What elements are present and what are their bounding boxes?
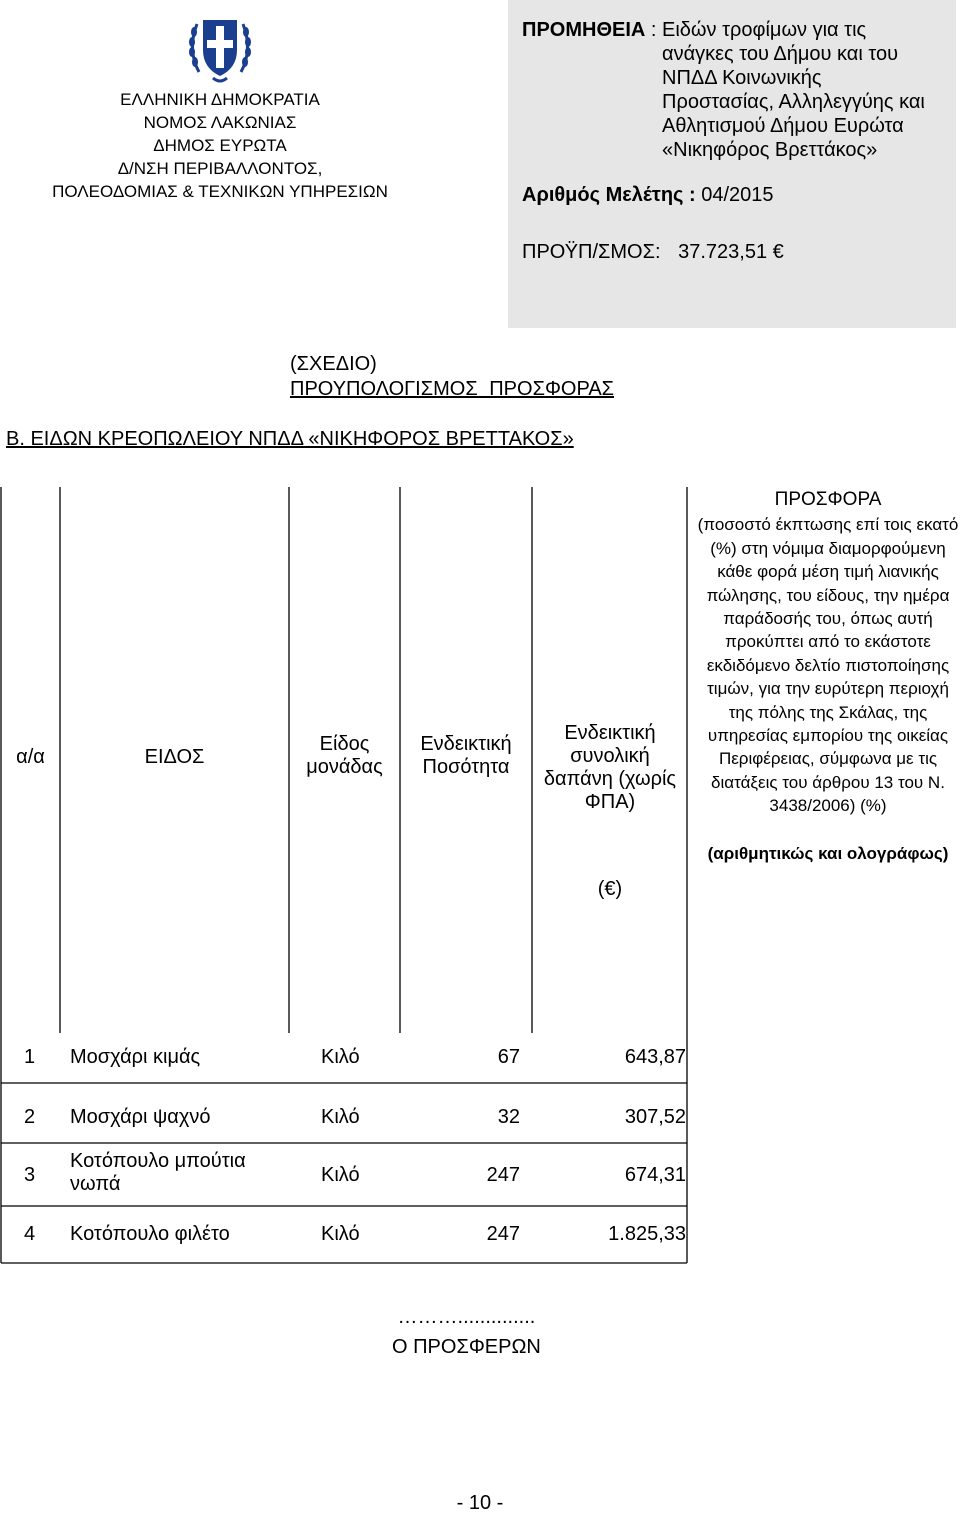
header-quantity: Ενδεικτική Ποσότητα	[420, 733, 512, 778]
row-3-quantity: 247	[486, 1164, 520, 1186]
header-cost-unit: (€)	[597, 878, 623, 900]
study-number-value: 04/2015	[701, 184, 774, 206]
offer-description: (ποσοστό έκπτωσης επί τοις εκατό (%) στη νόμιμα διαμορφούμενη κάθε φορά μέση τιμή λιανικής πώλησης, του είδους, την ημέρα παράδοσής του, όπως αυτή προκύπτει από το εκάστοτε εκδιδόμενο δελτίο πιστοποίησης τιμών, για την ευρύτερη περιοχή της πόλης της Σκάλας, της υπηρεσίας εμπορίου της οικείας Περιφέρειας, σύμφωνα με τις διατάξεις του άρθρου 13 του Ν. 3438/2006) (%)	[697, 515, 959, 816]
row-1-unit: Κιλό	[321, 1046, 360, 1068]
greek-coat-of-arms-icon	[185, 10, 255, 86]
budget-value: 37.723,51 €	[678, 241, 784, 263]
row-4-item: Κοτόπουλο φιλέτο	[70, 1223, 230, 1245]
row-1-cost: 643,87	[624, 1046, 686, 1068]
row-4-unit: Κιλό	[321, 1223, 360, 1245]
header-line-directorate: Δ/ΝΣΗ ΠΕΡΙΒΑΛΛΟΝΤΟΣ,	[117, 159, 323, 178]
row-2-item: Μοσχάρι ψαχνό	[70, 1106, 211, 1128]
row-4-cost: 1.825,33	[608, 1223, 686, 1245]
header-line-services: ΠΟΛΕΟΔΟΜΙΑΣ & ΤΕΧΝΙΚΩΝ ΥΠΗΡΕΣΙΩΝ	[52, 182, 388, 201]
row-3-unit: Κιλό	[321, 1164, 360, 1186]
plan-draft-label: (ΣΧΕΔΙΟ)	[290, 353, 377, 375]
procurement-description: Ειδών τροφίμων για τις ανάγκες του Δήμου και του ΝΠΔΔ Κοινωνικής Προστασίας, Αλληλεγγύης και Αθλητισμού Δήμου Ευρώτα «Νικηφόρος Βρεττάκος»	[662, 19, 925, 161]
section-title: Β. ΕΙΔΩΝ ΚΡΕΟΠΩΛΕΙΟΥ ΝΠΔΔ «ΝΙΚΗΦΟΡΟΣ ΒΡΕΤΤΑΚΟΣ»	[6, 428, 574, 450]
offer-title: ΠΡΟΣΦΟΡΑ	[774, 489, 882, 510]
offer-note: (αριθμητικώς και ολογράφως)	[707, 843, 949, 863]
plan-budget-title: ΠΡΟΥΠΟΛΟΓΙΣΜΟΣ ΠΡΟΣΦΟΡΑΣ	[290, 378, 615, 400]
study-number-row	[522, 184, 944, 207]
row-1-item: Μοσχάρι κιμάς	[70, 1046, 201, 1068]
signature-dots: ………..............	[397, 1306, 536, 1328]
row-2-unit: Κιλό	[321, 1106, 360, 1128]
row-1-quantity: 67	[497, 1046, 520, 1068]
header-line-republic: ΕΛΛΗΝΙΚΗ ΔΗΜΟΚΡΑΤΙΑ	[120, 90, 320, 109]
plan-title	[290, 352, 614, 402]
header-offer	[696, 488, 960, 866]
signature-label: Ο ΠΡΟΣΦΕΡΩΝ	[392, 1336, 541, 1358]
row-4-quantity: 247	[486, 1223, 520, 1245]
issuer-header	[40, 10, 400, 203]
row-1-aa: 1	[24, 1046, 36, 1068]
header-item: ΕΙΔΟΣ	[144, 746, 205, 768]
procurement-row	[522, 18, 944, 162]
row-2-quantity: 32	[497, 1106, 520, 1128]
row-2-aa: 2	[24, 1106, 36, 1128]
row-3-cost: 674,31	[624, 1164, 686, 1186]
header-aa: α/α	[16, 746, 45, 768]
study-number-label: Αριθμός Μελέτης :	[522, 184, 696, 206]
row-3-item: Κοτόπουλο μπούτια νωπά	[70, 1150, 246, 1195]
procurement-info-box	[508, 0, 956, 328]
row-4-aa: 4	[24, 1223, 36, 1245]
header-line-prefecture: ΝΟΜΟΣ ΛΑΚΩΝΙΑΣ	[143, 113, 297, 132]
header-unit: Είδος μονάδας	[306, 733, 383, 778]
budget-label: ΠΡΟΫΠ/ΣΜΟΣ:	[522, 241, 661, 263]
row-2-cost: 307,52	[624, 1106, 686, 1128]
procurement-separator: :	[645, 19, 663, 41]
procurement-label: ΠΡΟΜΗΘΕΙΑ	[522, 19, 646, 41]
header-cost: Ενδεικτική συνολική δαπάνη (χωρίς ΦΠΑ)	[543, 722, 677, 813]
signature-block	[392, 1302, 541, 1362]
page-number: - 10 -	[456, 1492, 504, 1514]
row-3-aa: 3	[24, 1164, 36, 1186]
budget-row	[522, 241, 944, 264]
header-line-municipality: ΔΗΜΟΣ ΕΥΡΩΤΑ	[153, 136, 287, 155]
